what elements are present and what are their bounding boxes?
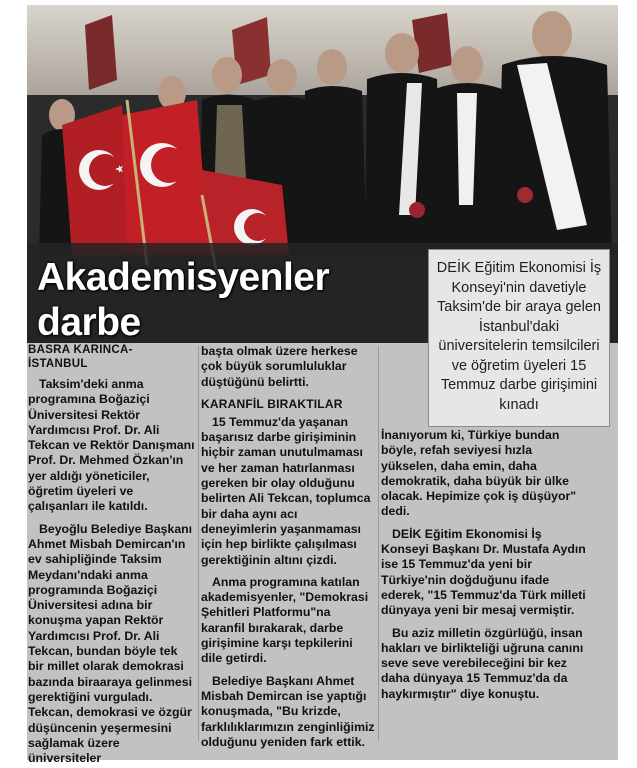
byline-line-2: İSTANBUL xyxy=(28,357,88,370)
paragraph: Belediye Başkanı Ahmet Misbah Demircan ise yaptığı konuşmada, "Bu krizde, farklılıklarımızın zenginliğimiz olduğunu yeniden fark ettik. xyxy=(201,673,375,749)
article-headline xyxy=(37,255,437,343)
column-divider xyxy=(378,346,379,741)
headline-line-1: Akademisyenler darbe xyxy=(37,256,330,343)
paragraph: Anma programına katılan akademisyenler, "Demokrasi Şehitleri Platformu"na karanfil bırakarak, darbe girişimine karşı tepkilerini dile getirdi. xyxy=(201,574,369,666)
paragraph: DEİK Eğitim Ekonomisi İş Konseyi Başkanı Dr. Mustafa Aydın ise 15 Temmuz'da yeni bir Türkiye'nin doğduğunu ifade ederek, "15 Temmuz'da Türk milleti dünyaya yeni bir mesaj vermiştir. xyxy=(381,526,586,618)
byline xyxy=(28,344,196,371)
paragraph: İnanıyorum ki, Türkiye bundan böyle, refah seviyesi hızla yükselen, daha emin, daha demokratik, daha büyük bir ülke olacak. Hepimize çok iş düşüyor" dedi. xyxy=(381,428,577,519)
paragraph: Bu aziz milletin özgürlüğü, insan hakları ve birlikteliği uğruna canını seve seve verebileceğini bir kez daha dünyaya 15 Temmuz'da da haykırmıştır" diye konuştu. xyxy=(381,625,584,701)
column-divider xyxy=(198,346,199,741)
paragraph: Taksim'deki anma programına Boğaziçi Üniversitesi Rektör Yardımcısı Prof. Dr. Ali Tekcan ve Rektör Danışmanı Prof. Dr. Mehmed Özkan'ın yer aldığı yöneticiler, öğretim üyeleri ve çalışanları ile katıldı. xyxy=(28,377,195,514)
article-column-3 xyxy=(381,428,586,709)
paragraph: 15 Temmuz'da yaşanan başarısız darbe girişiminin hiçbir zaman unutulmaması ve her zaman hatırlanması gereken bir olay olduğunu belirten Ali Tekcan, toplumca bir daha aynı acı deneyimlerin yaşanmaması için hep birlikte çalışılması gerektiğinin altını çizdi. xyxy=(201,414,371,567)
article-spot: DEİK Eğitim Ekonomisi İş Konseyi'nin davetiyle Taksim'de bir araya gelen İstanbul'daki üniversitelerin temsilcileri ve öğretim üyeleri 15 Temmuz darbe girişimini kınadı xyxy=(428,249,610,427)
article-column-2 xyxy=(201,344,376,757)
paragraph: Beyoğlu Belediye Başkanı Ahmet Misbah Demircan'ın ev sahipliğinde Taksim Meydanı'ndaki anma programında Boğaziçi Üniversitesi adına bir konuşma yapan Rektör Yardımcısı Prof. Dr. Ali Tekcan, bundan böyle tek bir millet olarak demokrasi bazında biraaraya gelinmesi gerektiğini vurguladı. Tekcan, demokrasi ve özgür düşüncenin yeşermesini sağlamak üzere üniversiteler xyxy=(28,521,193,766)
byline-line-1: BASRA KARINCA- xyxy=(28,344,133,356)
subheading: KARANFİL BIRAKTILAR xyxy=(201,396,343,411)
paragraph: başta olmak üzere herkese çok büyük sorumluluklar düştüğünü belirtti. xyxy=(201,344,358,389)
article-column-1 xyxy=(28,344,196,768)
